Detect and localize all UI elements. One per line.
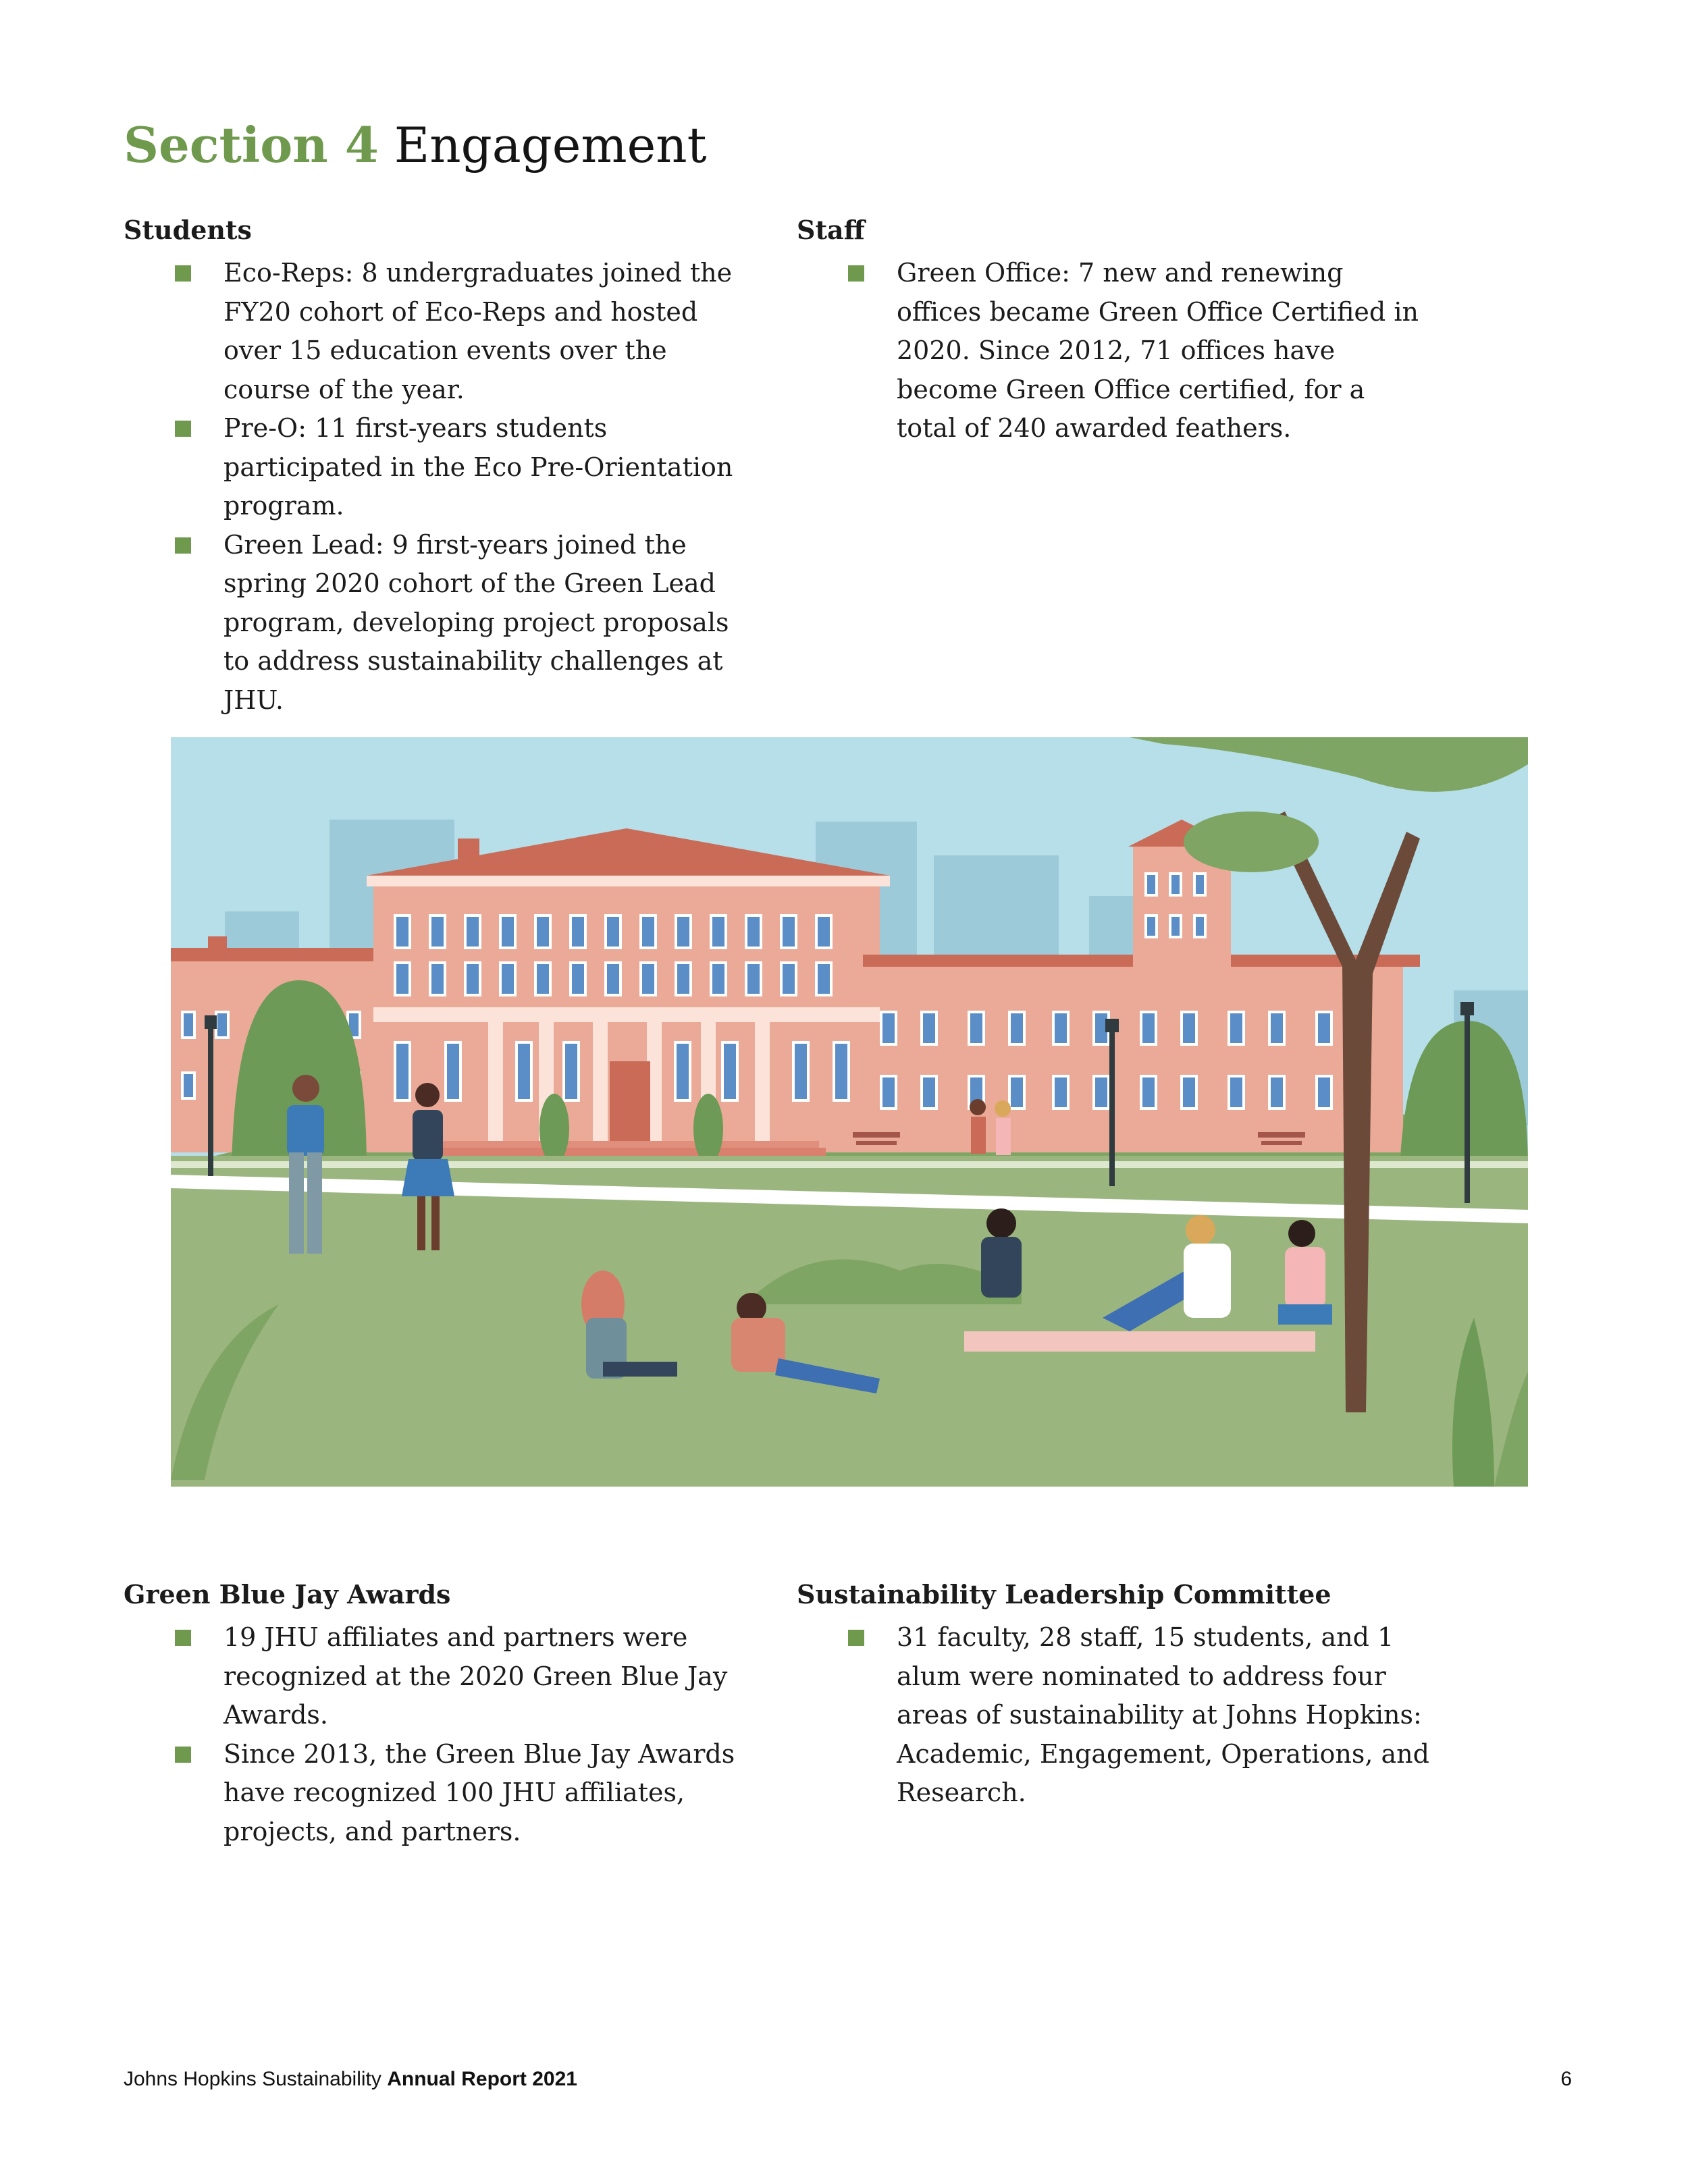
list-item: Green Lead: 9 first-years joined the spring 2020 cohort of the Green Lead program, developing project proposals to address sustainability challenges at JHU. bbox=[124, 526, 745, 720]
footer-title bbox=[124, 2066, 577, 2093]
students-block bbox=[124, 211, 745, 720]
students-list bbox=[124, 254, 745, 720]
bullet-square-icon bbox=[175, 421, 191, 437]
staff-heading: Staff bbox=[797, 215, 865, 245]
list-item: 31 faculty, 28 staff, 15 students, and 1 alum were nominated to address four areas of sustainability at Johns Hopkins: Academic, Engagement, Operations, and Research. bbox=[797, 1618, 1431, 1813]
main-door bbox=[610, 1061, 650, 1142]
footer-org: Johns Hopkins Sustainability bbox=[124, 2068, 381, 2090]
awards-heading: Green Blue Jay Awards bbox=[124, 1579, 451, 1609]
bullet-square-icon bbox=[175, 1747, 191, 1763]
awards-list bbox=[124, 1618, 772, 1851]
list-item: Pre-O: 11 first-years students participated in the Eco Pre-Orientation program. bbox=[124, 409, 745, 526]
staff-block bbox=[797, 211, 1431, 448]
footer-report: Annual Report 2021 bbox=[387, 2068, 577, 2090]
students-heading: Students bbox=[124, 215, 252, 245]
list-item: Eco-Reps: 8 undergraduates joined the FY20 cohort of Eco-Reps and hosted over 15 education events over the course of the year. bbox=[124, 254, 745, 409]
bullet-square-icon bbox=[848, 265, 864, 282]
bullet-square-icon bbox=[175, 1630, 191, 1646]
committee-heading: Sustainability Leadership Committee bbox=[797, 1579, 1331, 1609]
bullet-square-icon bbox=[848, 1630, 864, 1646]
bullet-square-icon bbox=[175, 537, 191, 554]
section-label: Section 4 bbox=[124, 116, 379, 174]
bullet-square-icon bbox=[175, 265, 191, 282]
list-item: 19 JHU affiliates and partners were recognized at the 2020 Green Blue Jay Awards. bbox=[124, 1618, 772, 1735]
campus-illustration bbox=[171, 737, 1528, 1487]
list-item: Green Office: 7 new and renewing offices became Green Office Certified in 2020. Since 2012, 71 offices have become Green Office certified, for a total of 240 awarded feathers. bbox=[797, 254, 1431, 448]
committee-block bbox=[797, 1575, 1431, 1813]
list-item: Since 2013, the Green Blue Jay Awards have recognized 100 JHU affiliates, projects, and partners. bbox=[124, 1735, 772, 1852]
page-number: 6 bbox=[1560, 2068, 1572, 2090]
section-title: Engagement bbox=[394, 117, 707, 174]
staff-list bbox=[797, 254, 1431, 448]
picnic-blanket bbox=[964, 1331, 1315, 1352]
page-title bbox=[124, 115, 707, 176]
committee-list bbox=[797, 1618, 1431, 1813]
main-building bbox=[367, 828, 890, 1156]
awards-block bbox=[124, 1575, 772, 1851]
